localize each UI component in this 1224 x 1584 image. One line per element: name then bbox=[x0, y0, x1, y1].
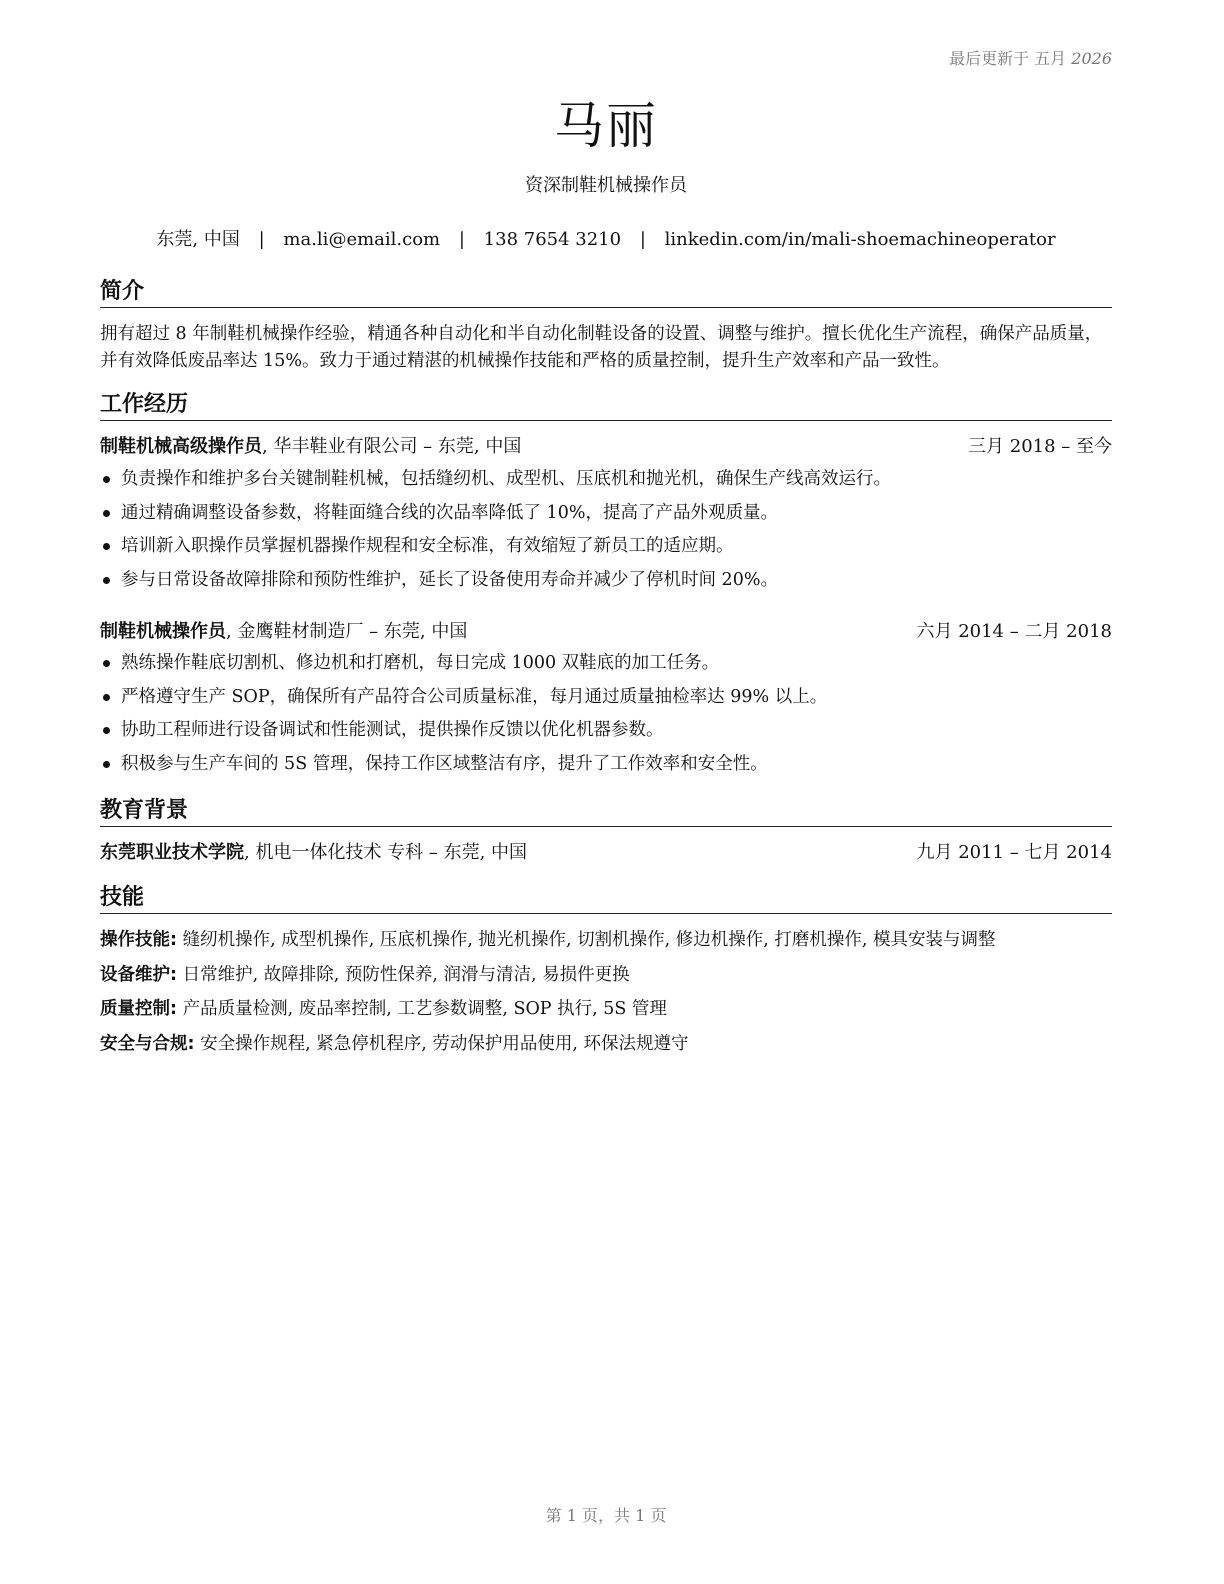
page-number: 第 1 页，共 1 页 bbox=[545, 1506, 667, 1525]
contact-separator: | bbox=[258, 229, 265, 250]
job-bullet: 参与日常设备故障排除和预防性维护，延长了设备使用寿命并减少了停机时间 20%。 bbox=[100, 568, 1112, 602]
last-updated-label: 最后更新于 五月 bbox=[949, 49, 1067, 68]
contact-line bbox=[100, 225, 1112, 251]
job-company: , 金鹰鞋材制造厂 – 东莞, 中国 bbox=[226, 621, 468, 642]
skill-value: 缝纫机操作, 成型机操作, 压底机操作, 抛光机操作, 切割机操作, 修边机操作, 打磨机操作, 模具安装与调整 bbox=[182, 930, 996, 950]
job-bullet: 通过精确调整设备参数，将鞋面缝合线的次品率降低了 10%，提高了产品外观质量。 bbox=[100, 501, 1112, 535]
job-bullet: 积极参与生产车间的 5S 管理，保持工作区域整洁有序，提升了工作效率和安全性。 bbox=[100, 752, 1112, 786]
job-company: , 华丰鞋业有限公司 – 东莞, 中国 bbox=[262, 436, 522, 457]
experience-heading: 工作经历 bbox=[100, 391, 1112, 421]
skills-list bbox=[100, 928, 1112, 1066]
summary-heading: 简介 bbox=[100, 278, 1112, 308]
education-detail: , 机电一体化技术 专科 – 东莞, 中国 bbox=[244, 842, 528, 863]
contact-location: 东莞, 中国 bbox=[156, 229, 240, 250]
skill-label: 设备维护: bbox=[100, 964, 177, 985]
education-entry bbox=[100, 841, 1112, 865]
contact-linkedin[interactable]: linkedin.com/in/mali-shoemachineoperator bbox=[664, 229, 1056, 250]
candidate-name: 马丽 bbox=[554, 97, 658, 155]
last-updated bbox=[949, 46, 1112, 69]
job-bullets bbox=[100, 467, 1112, 601]
education-dates: 九月 2011 – 七月 2014 bbox=[916, 842, 1112, 863]
job-dates: 三月 2018 – 至今 bbox=[968, 436, 1112, 457]
job-bullet: 负责操作和维护多台关键制鞋机械，包括缝纫机、成型机、压底机和抛光机，确保生产线高效运行。 bbox=[100, 467, 1112, 501]
education-heading: 教育背景 bbox=[100, 797, 1112, 827]
skill-row bbox=[100, 928, 1112, 963]
job-bullet: 熟练操作鞋底切割机、修边机和打磨机，每日完成 1000 双鞋底的加工任务。 bbox=[100, 651, 1112, 685]
job-bullet: 严格遵守生产 SOP，确保所有产品符合公司质量标准，每月通过质量抽检率达 99% 以上。 bbox=[100, 685, 1112, 719]
skill-row bbox=[100, 963, 1112, 998]
summary-text: 拥有超过 8 年制鞋机械操作经验，精通各种自动化和半自动化制鞋设备的设置、调整与维护。擅长优化生产流程，确保产品质量，并有效降低废品率达 15%。致力于通过精湛的机械操作技能和严格的质量控制，提升生产效率和产品一致性。 bbox=[100, 324, 1103, 371]
job-bullet: 协助工程师进行设备调试和性能测试，提供操作反馈以优化机器参数。 bbox=[100, 718, 1112, 752]
skill-value: 产品质量检测, 废品率控制, 工艺参数调整, SOP 执行, 5S 管理 bbox=[182, 999, 667, 1019]
candidate-headline: 资深制鞋机械操作员 bbox=[525, 175, 687, 196]
skill-label: 操作技能: bbox=[100, 930, 177, 950]
job-bullets bbox=[100, 651, 1112, 785]
resume-page bbox=[100, 0, 1112, 1584]
contact-phone: 138 7654 3210 bbox=[483, 229, 622, 250]
skill-label: 质量控制: bbox=[100, 999, 177, 1019]
job-bullet: 培训新入职操作员掌握机器操作规程和安全标准，有效缩短了新员工的适应期。 bbox=[100, 534, 1112, 568]
skill-value: 安全操作规程, 紧急停机程序, 劳动保护用品使用, 环保法规遵守 bbox=[200, 1033, 689, 1054]
job-title: 制鞋机械高级操作员 bbox=[100, 436, 262, 457]
skill-label: 安全与合规: bbox=[100, 1033, 195, 1054]
job-dates: 六月 2014 – 二月 2018 bbox=[916, 621, 1112, 642]
job-header bbox=[100, 620, 1112, 644]
skill-row bbox=[100, 1032, 1112, 1067]
skill-value: 日常维护, 故障排除, 预防性保养, 润滑与清洁, 易损件更换 bbox=[182, 964, 630, 985]
contact-email[interactable]: ma.li@email.com bbox=[283, 229, 441, 250]
skills-heading: 技能 bbox=[100, 884, 1112, 914]
contact-separator: | bbox=[639, 229, 646, 250]
last-updated-year: 2026 bbox=[1071, 49, 1112, 68]
job-header bbox=[100, 435, 1112, 459]
skill-row bbox=[100, 997, 1112, 1032]
contact-separator: | bbox=[458, 229, 465, 250]
school-name: 东莞职业技术学院 bbox=[100, 842, 244, 863]
job-title: 制鞋机械操作员 bbox=[100, 621, 226, 642]
